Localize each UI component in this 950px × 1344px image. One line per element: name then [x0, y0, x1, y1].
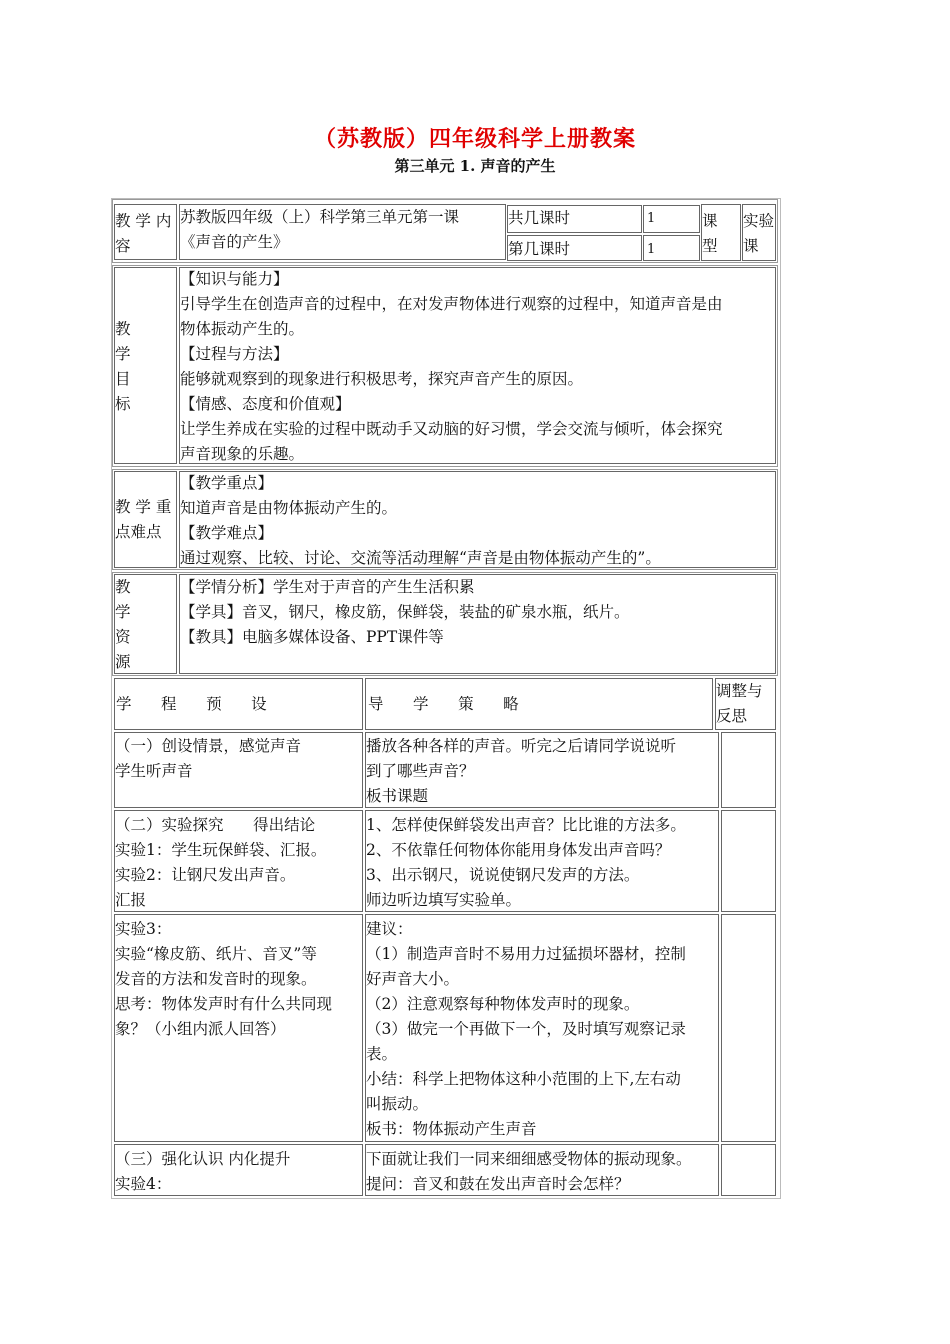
process-left-line: （二）实验探究 得出结论 [115, 816, 316, 834]
keypoints-line: 【教学重点】 [180, 474, 274, 492]
process-row-3-right-cell [721, 914, 776, 1142]
resources-line: 【教具】电脑多媒体设备、PPT课件等 [180, 628, 444, 646]
type-value-1: 实验 [743, 212, 775, 230]
process-left-line: 学生听声音 [115, 762, 193, 780]
process-header-right-1: 调整与 [716, 682, 763, 700]
process-left-line: （三）强化认识 内化提升 [115, 1150, 291, 1168]
keypoints-line: 知道声音是由物体振动产生的。 [180, 499, 398, 517]
process-mid-line: 2、不依靠任何物体你能用身体发出声音吗？ [366, 841, 671, 859]
lesson-plan-table [111, 198, 781, 1199]
process-header-right-2: 反思 [716, 707, 748, 725]
total-hours-label: 共几课时 [508, 209, 571, 227]
goals-label-3: 目 [115, 370, 131, 388]
type-label-1: 课 [702, 212, 718, 230]
process-left-line: 实验2：让钢尺发出声音。 [115, 866, 296, 884]
goals-line: 【知识与能力】 [180, 270, 289, 288]
process-mid-line: （2）注意观察每种物体发声时的现象。 [366, 995, 640, 1013]
content-label-1: 教 学 内 [115, 212, 172, 230]
goals-label-1: 教 [115, 320, 131, 338]
process-mid-line: 到了哪些声音？ [366, 762, 475, 780]
process-mid-line: 3、出示钢尺，说说使钢尺发声的方法。 [366, 866, 640, 884]
process-mid-line: 板书课题 [366, 787, 429, 805]
process-left-line: 实验4： [115, 1175, 172, 1193]
goals-line: 物体振动产生的。 [180, 320, 305, 338]
process-mid-line: 提问：音叉和鼓在发出声音时会怎样？ [366, 1175, 630, 1193]
keypoints-line: 【教学难点】 [180, 524, 274, 542]
process-mid-line: 师边听边填写实验单。 [366, 891, 522, 909]
process-left-line: 实验1：学生玩保鲜袋、汇报。 [115, 841, 327, 859]
process-left-line: 发音的方法和发音时的现象。 [115, 970, 317, 988]
process-left-line: 实验3： [115, 920, 172, 938]
process-left-line: 实验“橡皮筋、纸片、音叉”等 [115, 945, 317, 963]
document-title: （苏教版）四年级科学上册教案 [313, 126, 636, 152]
keypoints-label-2: 点难点 [115, 523, 162, 541]
process-left-line: （一）创设情景，感觉声音 [115, 737, 302, 755]
goals-line: 声音现象的乐趣。 [180, 445, 305, 463]
which-hour-label: 第几课时 [508, 240, 571, 258]
process-left-line: 思考：物体发声时有什么共同现 [115, 995, 333, 1013]
process-mid-line: 1、怎样使保鲜袋发出声音？比比谁的方法多。 [366, 816, 686, 834]
which-hour-value: 1 [647, 242, 656, 257]
goals-line: 【情感、态度和价值观】 [180, 395, 351, 413]
process-mid-line: 建议： [366, 920, 413, 938]
process-mid-line: 叫振动。 [366, 1095, 429, 1113]
process-left-line: 象？（小组内派人回答） [115, 1020, 286, 1038]
resources-line: 【学情分析】学生对于声音的产生生活积累 [180, 578, 475, 596]
keypoints-line: 通过观察、比较、讨论、交流等活动理解“声音是由物体振动产生的”。 [180, 549, 661, 567]
resources-label-2: 学 [115, 603, 131, 621]
process-mid-line: 好声音大小。 [366, 970, 460, 988]
content-label-2: 容 [115, 237, 131, 255]
process-row-2-right-cell [721, 810, 776, 912]
type-value-2: 课 [743, 237, 759, 255]
process-row-1-right-cell [721, 732, 776, 808]
process-mid-line: 板书：物体振动产生声音 [366, 1120, 537, 1138]
process-mid-line: 表。 [366, 1045, 398, 1063]
process-mid-line: （3）做完一个再做下一个，及时填写观察记录 [366, 1020, 686, 1038]
process-mid-line: 下面就让我们一同来细细感受物体的振动现象。 [366, 1150, 692, 1168]
goals-label-4: 标 [115, 395, 131, 413]
content-text-1: 苏教版四年级（上）科学第三单元第一课 [180, 208, 460, 226]
keypoints-label-1: 教 学 重 [115, 498, 172, 516]
type-label-2: 型 [702, 237, 718, 255]
goals-label-2: 学 [115, 345, 131, 363]
process-row-4-right-cell [721, 1144, 776, 1196]
goals-line: 能够就观察到的现象进行积极思考，探究声音产生的原因。 [180, 370, 584, 388]
resources-label-4: 源 [115, 653, 131, 671]
process-left-line: 汇报 [115, 891, 147, 909]
goals-line: 让学生养成在实验的过程中既动手又动脑的好习惯，学会交流与倾听，体会探究 [180, 420, 723, 438]
process-mid-line: 小结：科学上把物体这种小范围的上下,左右动 [366, 1070, 681, 1088]
resources-label-1: 教 [115, 578, 131, 596]
document-subtitle: 第三单元 1. 声音的产生 [394, 157, 556, 175]
content-text-2: 《声音的产生》 [180, 233, 289, 251]
resources-line: 【学具】音叉，钢尺，橡皮筋，保鲜袋，装盐的矿泉水瓶，纸片。 [180, 603, 630, 621]
total-hours-value: 1 [647, 211, 656, 226]
process-header-left: 学 程 预 设 [116, 695, 267, 713]
process-header-mid: 导 学 策 略 [368, 695, 519, 713]
resources-label-3: 资 [115, 628, 131, 646]
goals-line: 引导学生在创造声音的过程中，在对发声物体进行观察的过程中，知道声音是由 [180, 295, 723, 313]
goals-line: 【过程与方法】 [180, 345, 289, 363]
process-mid-line: （1）制造声音时不易用力过猛损坏器材，控制 [366, 945, 686, 963]
process-mid-line: 播放各种各样的声音。听完之后请同学说说听 [366, 737, 677, 755]
